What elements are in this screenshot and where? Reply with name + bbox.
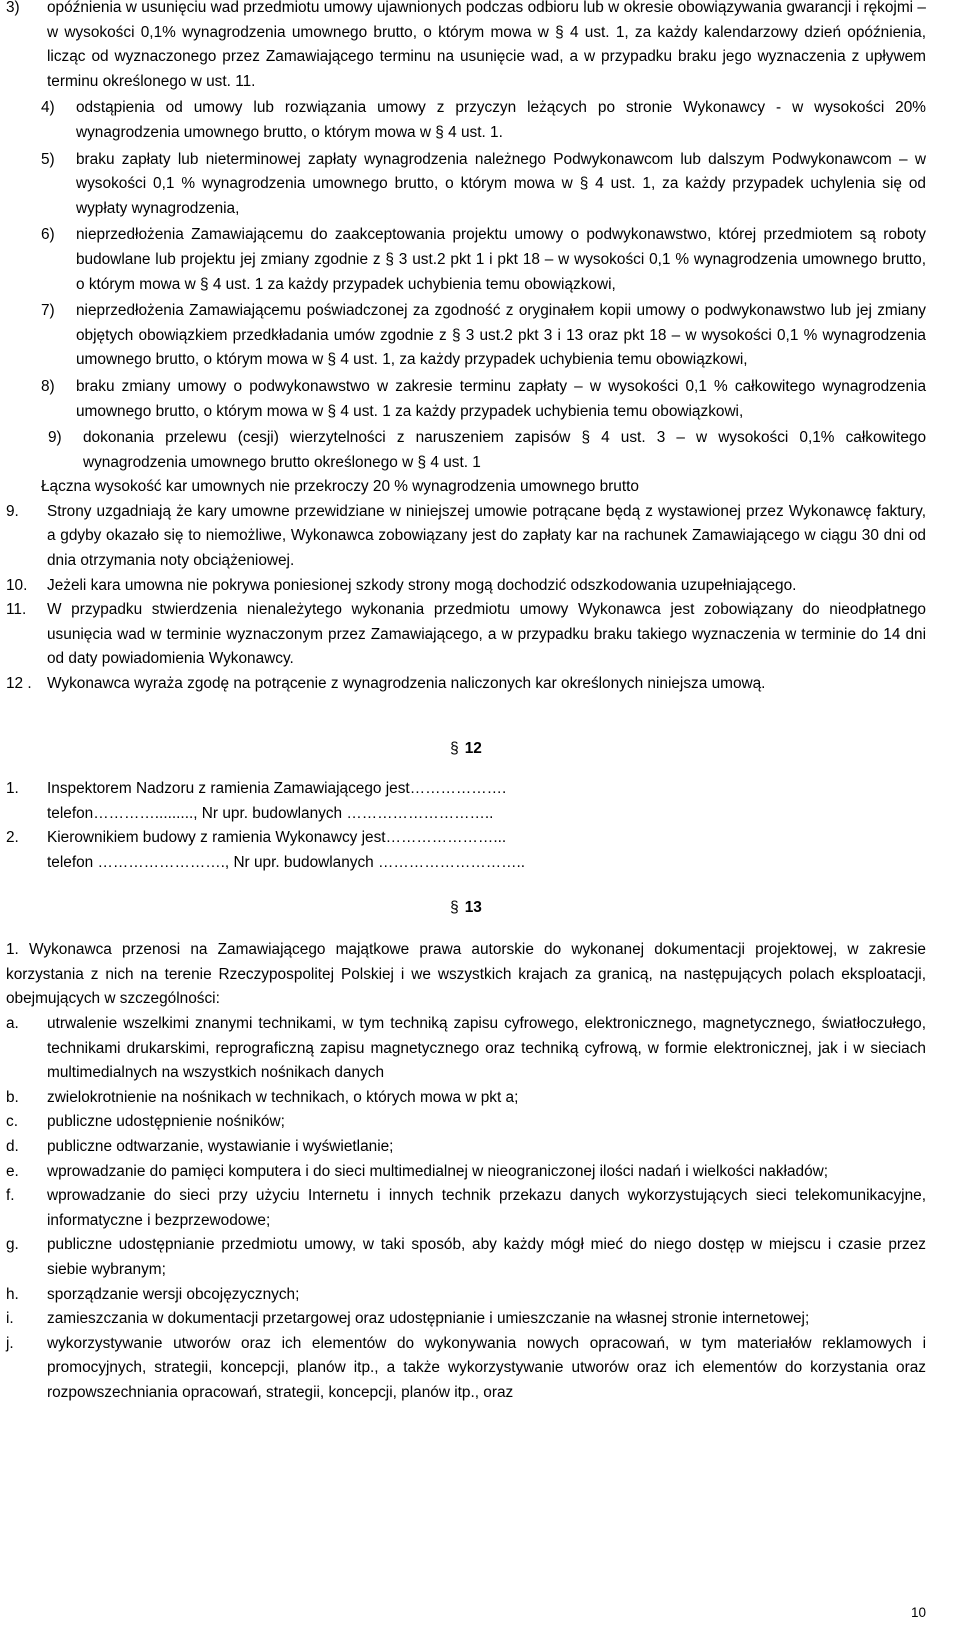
field-letter: c. [6, 1113, 18, 1131]
field-item-f [6, 1184, 926, 1233]
field-text: wykorzystywanie utworów oraz ich elementów do wykonywania nowych opracowań, w tym materiałów reklamowych i promocyjnych, strategii, koncepcji, planów itp., a także wykorzystywanie utworów oraz ich elementów do korzystania oraz rozpowszechniania opracowań, strategii, koncepcji, planów itp., oraz [47, 1334, 926, 1401]
clause-text: W przypadku stwierdzenia nienależytego wykonania przedmiotu umowy Wykonawca jest zobowiązany do nieodpłatnego usunięcia wad w terminie wyznaczonym przez Zamawiającego, a w przypadku braku takiego wyznaczenia w terminie do 14 dni od daty powiadomienia Wykonawcy. [47, 601, 926, 668]
clause-number: 12 . [6, 675, 32, 693]
field-item-h [6, 1283, 926, 1308]
paragraph-symbol: § [450, 898, 459, 916]
field-text: wprowadzanie do pamięci komputera i do sieci multimedialnej w nieograniczonej ilości nadań i wielkości nakładów; [47, 1162, 829, 1180]
clause-9 [6, 500, 926, 574]
copyright-intro: 1. Wykonawca przenosi na Zamawiającego majątkowe prawa autorskie do wykonanej dokumentacji projektowej, w zakresie korzystania z nich na terenie Rzeczypospolitej Polskiej i we wszystkich krajach za granicą, na następujących polach eksploatacji, obejmujących w szczególności: [6, 941, 926, 1008]
paragraph-symbol: § [450, 739, 459, 757]
field-letter: d. [6, 1137, 19, 1155]
clause-text: Jeżeli kara umowna nie pokrywa poniesionej szkody strony mogą dochodzić odszkodowania uzupełniającego. [47, 576, 797, 594]
exploitation-fields-list [6, 1012, 926, 1406]
field-text: utrwalenie wszelkimi znanymi technikami, w tym techniką zapisu cyfrowego, elektronicznego, magnetycznego, światłoczułego, technikami drukarskimi, reprograficzną zapisu magnetycznego oraz techniką cyfrową, w formie elektronicznej, jak i w sieciach multimedialnych na wszystkich nośnikach danych [47, 1014, 926, 1082]
field-letter: g. [6, 1236, 19, 1254]
field-letter: f. [6, 1187, 15, 1205]
field-item-d [6, 1135, 926, 1160]
field-text: sporządzanie wersji obcojęzycznych; [47, 1285, 300, 1303]
site-manager-line: Kierownikiem budowy z ramienia Wykonawcy jest…………………... [47, 829, 507, 847]
field-text: publiczne odtwarzanie, wystawianie i wyświetlanie; [47, 1137, 394, 1155]
penalty-number: 5) [41, 150, 55, 168]
field-letter: a. [6, 1014, 19, 1032]
page-number: 10 [910, 1605, 926, 1620]
penalty-item-7 [6, 299, 926, 373]
clause-number: 10. [6, 576, 28, 594]
field-text: publiczne udostępnianie przedmiotu umowy, w taki sposób, aby każdy mógł mieć do niego dostęp w miejscu i czasie przez siebie wybranym; [47, 1236, 926, 1278]
field-text: zwielokrotnienie na nośnikach w technikach, o których mowa w pkt a; [47, 1088, 519, 1106]
field-letter: h. [6, 1285, 19, 1303]
clause-number: 11. [6, 601, 27, 619]
supervisor-phone-line: telefon…………........., Nr upr. budowlanych ……………………….. [47, 804, 494, 822]
clause-12 [6, 672, 926, 697]
section-12-items [6, 777, 926, 875]
clause-text: Strony uzgadniają że kary umowne przewidziane w niniejszej umowie potrącane będą z wystawionej przez Wykonawcę faktury, a gdyby okazało się to niemożliwe, Wykonawca zobowiązany jest do zapłaty kar na rachunek Zamawiającego w ciągu 30 dni od dnia otrzymania noty obciążeniowej. [47, 502, 926, 570]
penalty-item-4 [6, 96, 926, 145]
penalty-item-5 [6, 148, 926, 222]
penalty-text: nieprzedłożenia Zamawiającemu poświadczonej za zgodność z oryginałem kopii umowy o podwykonawstwo lub jej zmiany objętych obowiązkiem przedkładania umów zgodnie z § 3 ust.2 pkt 3 i 13 oraz pkt 18 – w wysokości 0,1 % wynagrodzenia umownego brutto, o którym mowa w § 4 ust. 1, za każdy przypadek uchybienia temu obowiązkowi, [76, 302, 926, 369]
field-item-b [6, 1086, 926, 1111]
clause-number: 9. [6, 502, 19, 520]
penalty-text: braku zapłaty lub nieterminowej zapłaty wynagrodzenia należnego Podwykonawcom lub dalszym Podwykonawcom – w wysokości 0,1 % wynagrodzenia umownego brutto, o którym mowa w § 4 ust. 1, za każdy przypadek uchylenia się od wypłaty wynagrodzenia, [76, 150, 926, 217]
penalty-number: 4) [41, 99, 55, 117]
field-text: wprowadzanie do sieci przy użyciu Internetu i innych technik przekazu danych wykorzystujących sieci telekomunikacyjne, informatyczne i bezprzewodowe; [47, 1187, 926, 1229]
penalty-number: 6) [41, 226, 55, 244]
field-text: zamieszczania w dokumentacji przetargowej oraz udostępnianie i umieszczanie na własnej stronie internetowej; [47, 1310, 810, 1328]
section-number: 12 [464, 739, 482, 757]
section-13-heading [6, 896, 926, 921]
clause-10 [6, 574, 926, 599]
item-body [47, 777, 926, 826]
field-letter: b. [6, 1088, 19, 1106]
penalty-item-3 [6, 0, 926, 94]
field-item-a [6, 1012, 926, 1086]
supervisor-line: Inspektorem Nadzoru z ramienia Zamawiającego jest………………. [47, 780, 507, 798]
penalty-number: 7) [41, 302, 55, 320]
field-letter: j. [6, 1334, 14, 1352]
penalty-item-8 [6, 375, 926, 424]
penalty-text: dokonania przelewu (cesji) wierzytelności z naruszeniem zapisów § 4 ust. 3 – w wysokości 0,1% całkowitego wynagrodzenia umownego brutto określonego w § 4 ust. 1 [83, 429, 926, 471]
item-number: 1. [6, 780, 19, 798]
penalty-item-9 [6, 426, 926, 475]
penalty-text: braku zmiany umowy o podwykonawstwo w zakresie terminu zapłaty – w wysokości 0,1 % całkowitego wynagrodzenia umownego brutto, o którym mowa w § 4 ust. 1 za każdy przypadek uchybienia temu obowiązkowi, [76, 377, 926, 420]
clause-11 [6, 598, 926, 672]
field-letter: e. [6, 1162, 19, 1180]
penalty-number: 3) [6, 0, 20, 16]
site-manager-phone-line: telefon ……………………., Nr upr. budowlanych ……………………….. [47, 854, 526, 871]
penalty-number: 8) [41, 377, 55, 395]
field-item-j [6, 1332, 926, 1406]
supervisor-item [6, 777, 926, 826]
field-letter: i. [6, 1310, 14, 1328]
penalty-text: nieprzedłożenia Zamawiającemu do zaakceptowania projektu umowy o podwykonawstwo, której przedmiotem są roboty budowlane lub projektu jej zmiany zgodnie z § 3 ust.2 pkt 1 i pkt 18 – w wysokości 0,1 % wynagrodzenia umownego brutto, o którym mowa w § 4 ust. 1 za każdy przypadek uchybienia temu obowiązkowi, [76, 226, 926, 293]
penalty-item-6 [6, 223, 926, 297]
item-body [47, 826, 926, 875]
total-penalty-limit: Łączna wysokość kar umownych nie przekroczy 20 % wynagrodzenia umownego brutto [41, 478, 639, 496]
section-12-heading [6, 737, 926, 762]
field-item-g [6, 1233, 926, 1282]
penalty-number: 9) [48, 429, 62, 447]
section-number: 13 [464, 898, 482, 916]
penalty-text: opóźnienia w usunięciu wad przedmiotu umowy ujawnionych podczas odbioru lub w okresie obowiązywania gwarancji i rękojmi – w wysokości 0,1% wynagrodzenia umownego brutto, o którym mowa w § 4 ust. 1, za każdy kalendarzowy dzień opóźnienia, licząc od wyznaczonego przez Zamawiającego terminu na usunięcie wad, a w przypadku braku jego wyznaczenia z upływem terminu określonego w ust. 11. [47, 0, 926, 90]
penalty-text: odstąpienia od umowy lub rozwiązania umowy z przyczyn leżących po stronie Wykonawcy - w wysokości 20% wynagrodzenia umownego brutto, o którym mowa w § 4 ust. 1. [76, 99, 926, 141]
field-item-c [6, 1110, 926, 1135]
field-item-i [6, 1307, 926, 1332]
item-number: 2. [6, 829, 19, 847]
clause-text: Wykonawca wyraża zgodę na potrącenie z wynagrodzenia naliczonych kar określonych niniejsza umową. [47, 675, 766, 693]
field-item-e [6, 1160, 926, 1185]
site-manager-item [6, 826, 926, 875]
field-text: publiczne udostępnienie nośników; [47, 1113, 285, 1131]
